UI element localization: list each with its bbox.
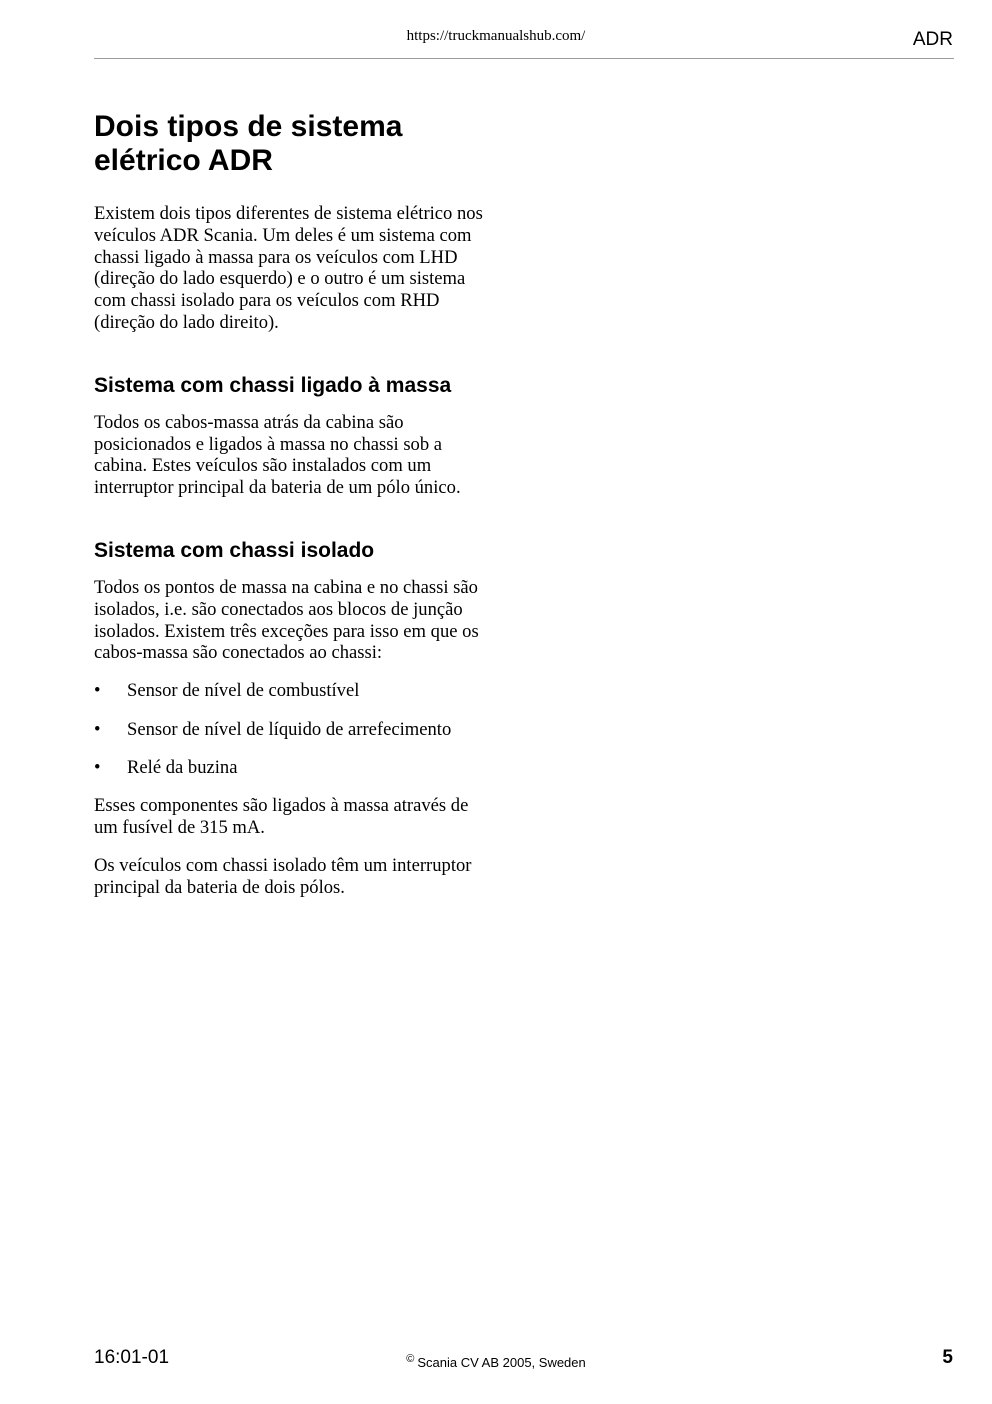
section-heading-insulated-chassis: Sistema com chassi isolado: [94, 538, 375, 562]
header-url: https://truckmanualshub.com/: [406, 28, 586, 44]
page-title: Dois tipos de sistema elétrico ADR: [94, 110, 403, 177]
copyright-text: Scania CV AB 2005, Sweden: [417, 1355, 586, 1370]
list-item: [94, 719, 494, 741]
bullet-icon: •: [94, 718, 101, 740]
list-item-text: Sensor de nível de combustível: [127, 680, 360, 702]
list-item-text: Relé da buzina: [127, 756, 238, 778]
header-section-title: ADR: [912, 29, 953, 50]
header-divider: [94, 58, 954, 59]
footer-document-code: 16:01-01: [94, 1347, 170, 1368]
list-item: [94, 680, 494, 702]
insulated-chassis-paragraph: Todos os pontos de massa na cabina e no chassi são isolados, i.e. são conectados aos blocos de junção isolados. Existem três exceções para isso em que os cabos-massa são conectados ao chassi:: [94, 576, 479, 664]
footer-copyright: [0, 1349, 992, 1373]
list-item-text: Sensor de nível de líquido de arrefecimento: [127, 718, 452, 740]
list-item: [94, 757, 494, 779]
bullet-icon: •: [94, 680, 101, 702]
grounded-chassis-paragraph: Todos os cabos-massa atrás da cabina são posicionados e ligados à massa no chassi sob a cabina. Estes veículos são instalados com um interruptor principal da bateria de um pólo único.: [94, 411, 461, 499]
bullet-icon: •: [94, 756, 101, 778]
battery-switch-paragraph: Os veículos com chassi isolado têm um interruptor principal da bateria de dois pólos.: [94, 854, 472, 898]
section-heading-grounded-chassis: Sistema com chassi ligado à massa: [94, 373, 452, 397]
fuse-paragraph: Esses componentes são ligados à massa através de um fusível de 315 mA.: [94, 795, 469, 839]
exceptions-list: [94, 680, 494, 779]
page-number: 5: [942, 1347, 953, 1368]
intro-paragraph: Existem dois tipos diferentes de sistema elétrico nos veículos ADR Scania. Um deles é um sistema com chassi ligado à massa para os veículos com LHD (direção do lado esquerdo) e o outro é um sistema com chassi isolado para os veículos com RHD (direção do lado direito).: [94, 203, 483, 333]
main-content: [94, 110, 494, 915]
copyright-icon: ©: [406, 1353, 415, 1365]
